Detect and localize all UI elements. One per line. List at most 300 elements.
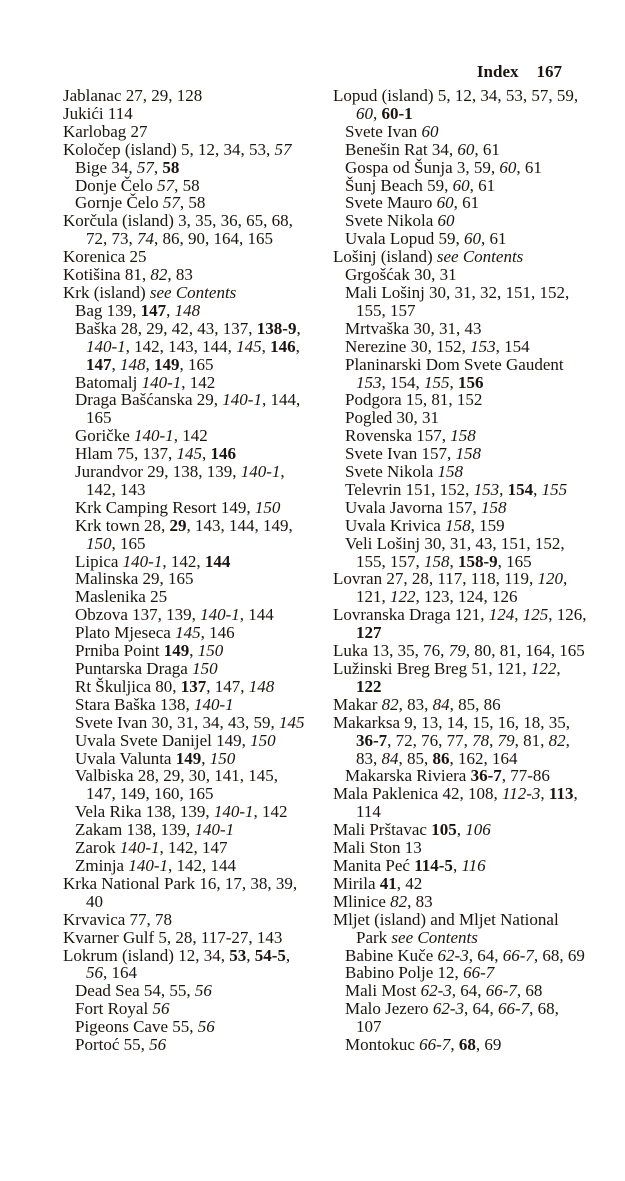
entry-text: Stara Baška 138, bbox=[75, 694, 194, 714]
page-ref-italic: 57 bbox=[157, 175, 175, 195]
entry-text: Prniba Point bbox=[75, 641, 164, 661]
index-entry bbox=[75, 320, 309, 374]
page-ref-bold: 113 bbox=[548, 784, 574, 804]
entry-text: Podgora 15, 81, 152 bbox=[345, 390, 483, 410]
index-entry bbox=[333, 714, 587, 768]
index-entry bbox=[345, 356, 587, 392]
page-ref-bold: 122 bbox=[356, 676, 382, 696]
page-ref-italic: 84 bbox=[432, 694, 450, 714]
entry-text: Gornje Čelo bbox=[75, 193, 163, 213]
page-ref-italic: 150 bbox=[86, 533, 112, 553]
entry-text: Koločep (island) 5, 12, 34, 53, bbox=[63, 139, 275, 159]
page-ref-bold: 68 bbox=[458, 1035, 476, 1055]
entry-text: Kvarner Gulf 5, 28, 117-27, 143 bbox=[63, 927, 283, 947]
page-ref-italic: 60 bbox=[356, 103, 373, 123]
index-column-left bbox=[63, 87, 309, 1054]
entry-text: Krk town 28, bbox=[75, 515, 170, 535]
entry-text: Pogled 30, 31 bbox=[345, 408, 439, 428]
page-ref-italic: 140-1 bbox=[86, 336, 126, 356]
page-ref-bold: 60-1 bbox=[381, 103, 413, 123]
page-ref-italic: 74 bbox=[137, 229, 154, 249]
entry-text: Svete Ivan bbox=[345, 121, 422, 141]
page-ref-italic: 60 bbox=[499, 157, 517, 177]
page-ref-italic: 140-1 bbox=[194, 820, 235, 840]
page-ref-italic: 78 bbox=[472, 730, 490, 750]
page-ref-italic: 62-3 bbox=[420, 981, 452, 1001]
index-entry bbox=[75, 194, 309, 212]
index-entry bbox=[75, 696, 309, 714]
index-entry bbox=[75, 857, 309, 875]
entry-text: Jukići 114 bbox=[63, 103, 133, 123]
entry-text: Maslenika 25 bbox=[75, 587, 168, 607]
entry-text: Malo Jezero bbox=[345, 999, 433, 1019]
entry-text: Svete Nikola bbox=[345, 211, 438, 231]
entry-text: , 142, 143, 144, bbox=[125, 336, 237, 356]
index-entry bbox=[345, 409, 587, 427]
entry-text: , bbox=[499, 479, 508, 499]
entry-text: , bbox=[452, 855, 462, 875]
entry-text: Dead Sea 54, 55, bbox=[75, 981, 195, 1001]
entry-text: , 165 bbox=[179, 354, 214, 374]
index-entry bbox=[63, 947, 309, 983]
index-entry bbox=[345, 463, 587, 481]
entry-text: Lipica bbox=[75, 551, 123, 571]
entry-text: Jablanac 27, 29, 128 bbox=[63, 86, 203, 105]
index-entry bbox=[345, 517, 587, 535]
entry-text: , bbox=[285, 945, 291, 965]
entry-text: , 159 bbox=[470, 515, 505, 535]
page-ref-bold: 127 bbox=[356, 623, 382, 643]
entry-text: Benešin Rat 34, bbox=[345, 139, 458, 159]
index-entry bbox=[63, 284, 309, 302]
entry-text: Svete Mauro bbox=[345, 193, 437, 213]
index-entry bbox=[75, 427, 309, 445]
entry-text: , 64, bbox=[468, 945, 503, 965]
index-entry bbox=[345, 964, 587, 982]
entry-text: Rt Škuljica 80, bbox=[75, 676, 181, 696]
page-ref-italic: 150 bbox=[254, 497, 281, 517]
page-ref-italic: 106 bbox=[465, 820, 491, 840]
page-ref-italic: 60 bbox=[436, 193, 454, 213]
page-ref-bold: 53 bbox=[229, 945, 247, 965]
index-entry bbox=[345, 1036, 587, 1054]
index-entry bbox=[333, 785, 587, 821]
entry-text: , 126, bbox=[548, 605, 587, 625]
page-ref-italic: 66-7 bbox=[497, 999, 530, 1019]
entry-text: , 83 bbox=[167, 265, 193, 285]
page-ref-italic: see Contents bbox=[436, 247, 524, 267]
entry-text: Mala Paklenica 42, 108, bbox=[333, 784, 503, 804]
index-entry bbox=[75, 391, 309, 427]
index-entry bbox=[75, 499, 309, 517]
entry-text: , 146 bbox=[200, 623, 235, 643]
index-entry bbox=[63, 105, 309, 123]
page-ref-italic: 56 bbox=[197, 1017, 215, 1037]
entry-text: Montokuc bbox=[345, 1035, 420, 1055]
page-ref-italic: see Contents bbox=[391, 927, 478, 947]
entry-text: Fort Royal bbox=[75, 999, 153, 1019]
index-entry bbox=[333, 857, 587, 875]
entry-text: , bbox=[456, 820, 466, 840]
page-ref-italic: 140-1 bbox=[222, 390, 262, 410]
entry-text: , bbox=[166, 300, 175, 320]
entry-text: , 68 bbox=[516, 981, 543, 1001]
entry-text: , 121, bbox=[356, 569, 568, 607]
entry-text: , 83, bbox=[398, 694, 433, 714]
page-ref-italic: 112-3 bbox=[502, 784, 541, 804]
page-ref-italic: 122 bbox=[390, 587, 416, 607]
page-ref-italic: 56 bbox=[152, 999, 170, 1019]
page-ref-bold: 147 bbox=[140, 300, 167, 320]
page-ref-bold: 147 bbox=[86, 354, 112, 374]
page-ref-italic: 153 bbox=[356, 372, 382, 392]
entry-text: , 114 bbox=[356, 784, 578, 822]
index-entry bbox=[63, 248, 309, 266]
entry-text: , bbox=[449, 551, 458, 571]
entry-text: , 162, 164 bbox=[449, 748, 518, 768]
page-ref-italic: 82 bbox=[548, 730, 566, 750]
page-ref-italic: 66-7 bbox=[485, 981, 517, 1001]
entry-text: , 165 bbox=[111, 533, 146, 553]
entry-text: Portoć 55, bbox=[75, 1035, 150, 1055]
page-ref-italic: 57 bbox=[274, 139, 292, 159]
entry-text: , 61 bbox=[453, 193, 480, 213]
index-entry bbox=[75, 642, 309, 660]
entry-text: , bbox=[246, 945, 255, 965]
entry-text: Karlobag 27 bbox=[63, 121, 148, 141]
entry-text: , bbox=[201, 748, 210, 768]
entry-text: , 123, 124, 126 bbox=[415, 587, 518, 607]
index-entry bbox=[333, 642, 587, 660]
entry-text: , 61 bbox=[480, 229, 507, 249]
index-entry bbox=[75, 517, 309, 553]
page-ref-italic: 56 bbox=[149, 1035, 167, 1055]
entry-text: , 143, 144, 149, bbox=[186, 515, 293, 535]
entry-text: Mirila bbox=[333, 873, 380, 893]
page-ref-italic: 60 bbox=[452, 175, 470, 195]
entry-text: Krk (island) bbox=[63, 282, 150, 302]
index-entry bbox=[333, 821, 587, 839]
page-ref-bold: 105 bbox=[431, 820, 457, 840]
entry-text: , 69 bbox=[475, 1035, 502, 1055]
entry-text: , 86, 90, 164, 165 bbox=[154, 229, 273, 249]
entry-text: Gospa od Šunja 3, 59, bbox=[345, 157, 500, 177]
index-entry bbox=[75, 732, 309, 750]
page-ref-italic: 60 bbox=[457, 139, 475, 159]
entry-text: , 64, bbox=[451, 981, 486, 1001]
entry-text: , 58 bbox=[179, 193, 206, 213]
entry-text: Zarok bbox=[75, 838, 120, 858]
entry-text: , bbox=[153, 157, 163, 177]
index-entry bbox=[333, 911, 587, 947]
entry-text: Zminja bbox=[75, 855, 129, 875]
entry-text: , bbox=[295, 336, 300, 356]
entry-text: , 80, 81, 164, 165 bbox=[465, 641, 585, 661]
entry-text: , 68, 107 bbox=[356, 999, 559, 1037]
entry-text: , 85, bbox=[398, 748, 433, 768]
page-ref-italic: 66-7 bbox=[419, 1035, 451, 1055]
page-ref-italic: 150 bbox=[192, 659, 218, 678]
entry-text: Lovranska Draga 121, bbox=[333, 605, 489, 625]
page-ref-italic: 140-1 bbox=[122, 551, 163, 571]
entry-text: Mljet (island) and Mljet National Park bbox=[333, 909, 559, 947]
entry-text: , bbox=[373, 103, 382, 123]
entry-text: , 154, bbox=[381, 372, 424, 392]
entry-text: , bbox=[556, 659, 561, 678]
entry-text: , 64, bbox=[463, 999, 498, 1019]
entry-text: , 83 bbox=[407, 891, 433, 911]
page-ref-bold: 149 bbox=[154, 354, 180, 374]
index-entry bbox=[75, 678, 309, 696]
index-entry bbox=[75, 1036, 309, 1054]
entry-text: , bbox=[261, 336, 271, 356]
entry-text: Televrin 151, 152, bbox=[345, 479, 474, 499]
index-entry bbox=[345, 212, 587, 230]
entry-text: Vela Rika 138, 139, bbox=[75, 802, 214, 822]
entry-text: Mali Ston 13 bbox=[333, 838, 422, 858]
page-ref-italic: 150 bbox=[250, 730, 276, 750]
page-ref-italic: 116 bbox=[461, 855, 486, 875]
page-ref-bold: 41 bbox=[379, 873, 397, 893]
entry-text: Krka National Park 16, 17, 38, 39, 40 bbox=[63, 873, 298, 911]
entry-text: , 147, bbox=[206, 676, 249, 696]
index-entry bbox=[75, 1018, 309, 1036]
entry-text: , 154 bbox=[495, 336, 530, 356]
entry-text: Manita Peć bbox=[333, 855, 415, 875]
entry-text: Goričke bbox=[75, 426, 135, 446]
index-entry bbox=[75, 588, 309, 606]
entry-text: Lopud (island) 5, 12, 34, 53, 57, 59, bbox=[333, 86, 579, 105]
index-entry bbox=[333, 248, 587, 266]
page-ref-italic: 158 bbox=[480, 497, 507, 517]
entry-text: Uvala Valunta bbox=[75, 748, 176, 768]
page-ref-italic: 122 bbox=[530, 659, 557, 678]
entry-text: , 142, bbox=[162, 551, 205, 571]
entry-text: Lužinski Breg Breg 51, 121, bbox=[333, 659, 531, 678]
entry-text: Puntarska Draga bbox=[75, 659, 193, 678]
page-ref-bold: 114-5 bbox=[414, 855, 453, 875]
entry-text: Bige 34, bbox=[75, 157, 137, 177]
entry-text: , bbox=[202, 444, 211, 464]
page-ref-italic: 140-1 bbox=[119, 838, 160, 858]
page-ref-italic: 148 bbox=[174, 300, 201, 320]
page-ref-italic: 140-1 bbox=[240, 462, 281, 482]
page-ref-italic: see Contents bbox=[149, 282, 237, 302]
page-ref-bold: 36-7 bbox=[470, 766, 502, 786]
index-entry bbox=[63, 141, 309, 159]
page-ref-bold: 137 bbox=[180, 676, 207, 696]
entry-text: Mali Lošinj 30, 31, 32, 151, 152, 155, 157 bbox=[345, 282, 570, 320]
page-ref-bold: 36-7 bbox=[356, 730, 388, 750]
index-entry bbox=[333, 87, 587, 123]
index-entry bbox=[75, 159, 309, 177]
entry-text: , 77-86 bbox=[501, 766, 550, 786]
index-entry bbox=[345, 535, 587, 571]
index-entry bbox=[75, 821, 309, 839]
page-ref-bold: 29 bbox=[169, 515, 187, 535]
entry-text: Obzova 137, 139, bbox=[75, 605, 201, 625]
index-entry bbox=[75, 302, 309, 320]
page-ref-bold: 58 bbox=[162, 157, 180, 177]
index-entry bbox=[75, 839, 309, 857]
header-page-number: 167 bbox=[536, 62, 562, 81]
page-ref-bold: 158-9 bbox=[458, 551, 498, 571]
page-ref-italic: 120 bbox=[537, 569, 563, 589]
index-entry bbox=[75, 445, 309, 463]
entry-text: , 165 bbox=[497, 551, 532, 571]
page-ref-bold: 154 bbox=[507, 479, 534, 499]
index-entry bbox=[345, 481, 587, 499]
entry-text: Plato Mjeseca bbox=[75, 623, 176, 643]
page-ref-italic: 153 bbox=[470, 336, 496, 356]
page-ref-italic: 158 bbox=[437, 462, 464, 482]
entry-text: Nerezine 30, 152, bbox=[345, 336, 471, 356]
page-ref-italic: 84 bbox=[381, 748, 399, 768]
entry-text: , bbox=[489, 730, 498, 750]
page-ref-italic: 155 bbox=[541, 479, 568, 499]
page-ref-italic: 140-1 bbox=[141, 372, 182, 392]
entry-text: , bbox=[514, 605, 523, 625]
page-ref-italic: 57 bbox=[136, 157, 154, 177]
index-column-right bbox=[333, 87, 587, 1054]
page-ref-italic: 125 bbox=[522, 605, 549, 625]
entry-text: Malinska 29, 165 bbox=[75, 569, 194, 589]
entry-text: , 142, 143 bbox=[86, 462, 285, 499]
entry-text: Lokrum (island) 12, 34, bbox=[63, 945, 230, 965]
entry-text: , 61 bbox=[474, 139, 500, 159]
entry-text: Mlinice bbox=[333, 891, 391, 911]
index-entry bbox=[75, 177, 309, 195]
page-ref-italic: 60 bbox=[463, 229, 481, 249]
entry-text: , 83, bbox=[356, 730, 570, 768]
entry-text: , bbox=[189, 641, 198, 661]
entry-text: , 142 bbox=[181, 372, 216, 392]
page-ref-italic: 56 bbox=[86, 963, 103, 983]
index-entry bbox=[75, 767, 309, 803]
index-entry bbox=[345, 266, 587, 284]
page-ref-bold: 146 bbox=[270, 336, 296, 356]
page-ref-italic: 145 bbox=[176, 444, 203, 464]
page-ref-italic: 150 bbox=[197, 641, 224, 661]
page-ref-italic: 148 bbox=[120, 354, 146, 374]
page-ref-bold: 54-5 bbox=[254, 945, 286, 965]
entry-text: Lošinj (island) bbox=[333, 247, 437, 267]
page-ref-italic: 66-7 bbox=[463, 963, 495, 983]
index-entry bbox=[75, 553, 309, 571]
index-entry bbox=[63, 266, 309, 284]
index-entry bbox=[75, 660, 309, 678]
page-ref-bold: 149 bbox=[175, 748, 202, 768]
page-ref-italic: 124 bbox=[488, 605, 515, 625]
entry-text: Makarska Riviera bbox=[345, 766, 471, 786]
page-ref-italic: 158 bbox=[424, 551, 450, 571]
index-entry bbox=[333, 660, 587, 696]
index-entry bbox=[63, 87, 309, 105]
page-ref-italic: 140-1 bbox=[200, 605, 240, 625]
entry-text: , 144 bbox=[239, 605, 274, 625]
index-entry bbox=[345, 1000, 587, 1036]
index-entry bbox=[333, 570, 587, 606]
entry-text: Zakam 138, 139, bbox=[75, 820, 195, 840]
page-ref-italic: 56 bbox=[194, 981, 212, 1001]
page-ref-italic: 140-1 bbox=[213, 802, 254, 822]
entry-text: Mrtvaška 30, 31, 43 bbox=[345, 318, 482, 338]
entry-text: Kotišina 81, bbox=[63, 265, 151, 285]
entry-text: Šunj Beach 59, bbox=[345, 175, 453, 195]
entry-text: , 58 bbox=[174, 175, 200, 195]
entry-text: Jurandvor 29, 138, 139, bbox=[75, 462, 241, 482]
page-ref-italic: 82 bbox=[381, 694, 399, 714]
entry-text: Pigeons Cave 55, bbox=[75, 1017, 198, 1037]
entry-text: Makarksa 9, 13, 14, 15, 16, 18, 35, bbox=[333, 712, 571, 732]
entry-text: Draga Bašćanska 29, bbox=[75, 390, 223, 410]
page-ref-italic: 79 bbox=[448, 641, 466, 661]
entry-text: , 164 bbox=[103, 963, 137, 983]
entry-text: Grgošćak 30, 31 bbox=[345, 265, 457, 285]
page-ref-bold: 156 bbox=[458, 372, 484, 392]
index-entry bbox=[75, 803, 309, 821]
index-entry bbox=[345, 947, 587, 965]
entry-text: , 81, bbox=[514, 730, 549, 750]
page-header bbox=[0, 62, 562, 82]
page-ref-italic: 145 bbox=[175, 623, 201, 643]
index-entry bbox=[63, 212, 309, 248]
index-entry bbox=[75, 606, 309, 624]
index-entry bbox=[345, 338, 587, 356]
index-entry bbox=[345, 177, 587, 195]
entry-text: , 85, 86 bbox=[449, 694, 501, 714]
index-entry bbox=[75, 374, 309, 392]
page-ref-bold: 146 bbox=[210, 444, 237, 464]
entry-text: , 142 bbox=[173, 426, 208, 446]
entry-text: Babine Kuče bbox=[345, 945, 438, 965]
index-entry bbox=[345, 159, 587, 177]
index-entry bbox=[345, 141, 587, 159]
entry-text: Baška 28, 29, 42, 43, 137, bbox=[75, 318, 257, 338]
index-entry bbox=[75, 1000, 309, 1018]
index-entry bbox=[345, 982, 587, 1000]
page-ref-bold: 86 bbox=[432, 748, 450, 768]
entry-text: Korčula (island) 3, 35, 36, 65, 68, 72, 73, bbox=[63, 211, 293, 249]
entry-text: Planinarski Dom Svete Gaudent bbox=[345, 354, 564, 374]
page-ref-italic: 82 bbox=[390, 891, 408, 911]
entry-text: Lovran 27, 28, 117, 118, 119, bbox=[333, 569, 538, 589]
entry-text: Mali Prštavac bbox=[333, 820, 432, 840]
index-entry bbox=[63, 875, 309, 911]
page-ref-italic: 60 bbox=[421, 121, 439, 141]
index-entry bbox=[75, 570, 309, 588]
page-ref-italic: 158 bbox=[445, 515, 471, 535]
entry-text: Svete Ivan 157, bbox=[345, 444, 456, 464]
page-ref-italic: 60 bbox=[437, 211, 455, 231]
page-ref-italic: 148 bbox=[248, 676, 275, 696]
entry-text: , 142, 144 bbox=[168, 855, 237, 875]
index-entry bbox=[75, 714, 309, 732]
page-ref-italic: 140-1 bbox=[193, 694, 234, 714]
index-entry bbox=[75, 463, 309, 499]
entry-text: Uvala Svete Danijel 149, bbox=[75, 730, 251, 750]
index-entry bbox=[345, 767, 587, 785]
index-entry bbox=[333, 696, 587, 714]
index-entry bbox=[63, 123, 309, 141]
entry-text: Mali Most bbox=[345, 981, 421, 1001]
index-entry bbox=[345, 391, 587, 409]
page-ref-italic: 145 bbox=[236, 336, 262, 356]
index-entry bbox=[63, 929, 309, 947]
page-ref-italic: 150 bbox=[209, 748, 236, 768]
entry-text: Veli Lošinj 30, 31, 43, 151, 152, 155, 157, bbox=[345, 533, 565, 571]
entry-text: , 72, 76, 77, bbox=[387, 730, 473, 750]
